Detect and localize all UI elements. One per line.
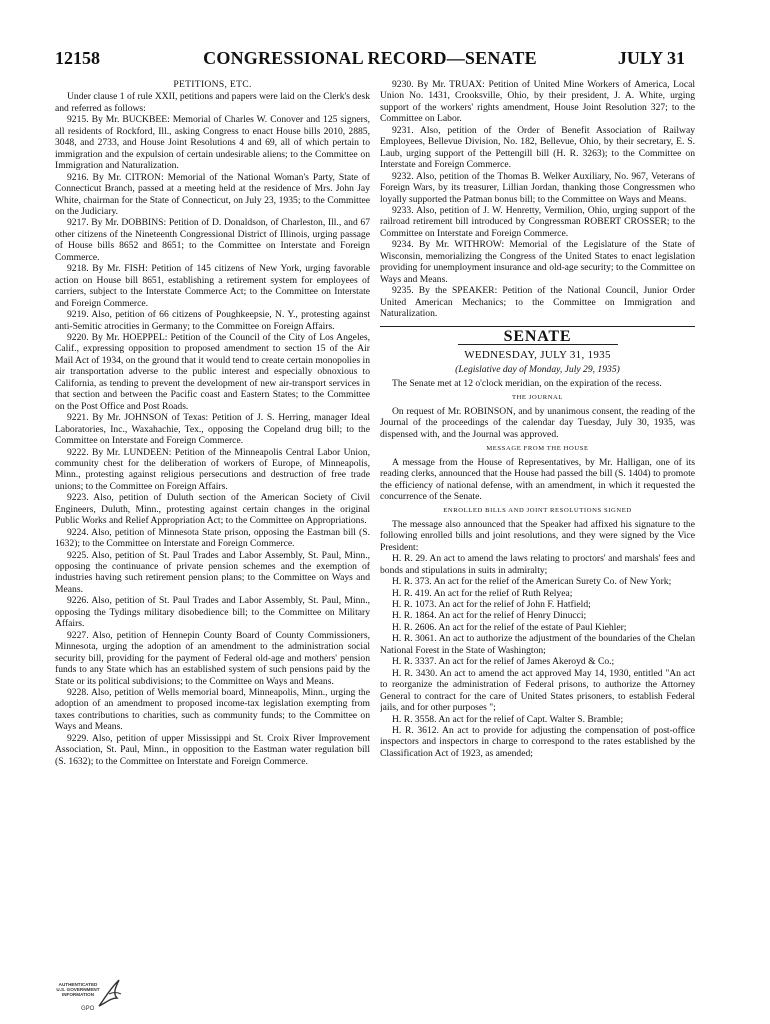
petition-paragraph: 9224. Also, petition of Minnesota State prison, opposing the Eastman bill (S. 1632); to the Committee on Interstate and Foreign Commerce. xyxy=(55,526,370,550)
logo-text: AUTHENTICATED U.S. GOVERNMENT INFORMATION xyxy=(56,982,100,998)
page-title: CONGRESSIONAL RECORD—SENATE xyxy=(203,48,537,68)
bill-entry: H. R. 1073. An act for the relief of John F. Hatfield; xyxy=(392,599,591,611)
bill-entry: H. R. 29. An act to amend the laws relating to proctors' and marshals' fees and bonds and stipulations in suits in admiralty; xyxy=(380,553,695,576)
bill-entry: H. R. 3061. An act to authorize the adjustment of the boundaries of the Chelan National Forest in the State of Washington; xyxy=(380,633,695,656)
enrolled-bills-list xyxy=(380,553,695,759)
running-head xyxy=(55,48,685,70)
petition-paragraph: 9222. By Mr. LUNDEEN: Petition of the Minneapolis Central Labor Union, community chest for the deliberation of workers of Europe, of Minneapolis, Minn., protesting against religious persecutions and destruction of free trade unions; to the Committee on Foreign Affairs. xyxy=(55,446,370,492)
page-date: JULY 31 xyxy=(617,48,685,68)
eagle-icon xyxy=(95,976,123,1010)
petition-paragraph: Under clause 1 of rule XXII, petitions and papers were laid on the Clerk's desk and referred as follows: xyxy=(55,91,370,114)
petitions-heading: PETITIONS, ETC. xyxy=(173,79,252,90)
petition-paragraph: 9216. By Mr. CITRON: Memorial of the National Woman's Party, State of Connecticut Branch, passed at a meeting held at the residence of Mrs. John Jay White, chairman for the State of Connecticut, on July 23, 1935; to the Committee on the Judiciary. xyxy=(55,171,370,217)
bill-entry: H. R. 373. An act for the relief of the American Surety Co. of New York; xyxy=(392,576,672,588)
house-message-paragraph: A message from the House of Representatives, by Mr. Halligan, one of its reading clerks, announced that the House had passed the bill (S. 1404) to promote the efficiency of national defense, with an amendment, in which it requested the concurrence of the Senate. xyxy=(380,456,695,502)
petition-paragraph: 9220. By Mr. HOEPPEL: Petition of the Council of the City of Los Angeles, Calif., expressing opposition to proposed amendment to section 15 of the Air Mail Act of 1934, on the ground that it would tend to create certain monopolies in air transportation adverse to the public interest and especially obnoxious to California, as tending to prevent the development of new air-transport services in that section and between the Pacific coast and Eastern States; to the Committee on the Post Office and Post Roads. xyxy=(55,331,370,412)
petition-paragraph: 9235. By the SPEAKER: Petition of the National Council, Junior Order United American Mechanics; to the Committee on Immigration and Naturalization. xyxy=(380,285,695,320)
gpo-authentication-logo xyxy=(55,976,125,1016)
petition-paragraph: 9228. Also, petition of Wells memorial board, Minneapolis, Minn., urging the adoption of an amendment to proposed income-tax legislation exempting from taxes contributions to charities, such as community funds; to the Committee on Ways and Means. xyxy=(55,687,370,733)
bill-entry: H. R. 3337. An act for the relief of James Akeroyd & Co.; xyxy=(392,656,615,668)
opening-paragraph: The Senate met at 12 o'clock meridian, on the expiration of the recess. xyxy=(392,377,662,389)
gpo-label: GPO xyxy=(81,1006,95,1012)
petition-paragraph: 9233. Also, petition of J. W. Henretty, Vermilion, Ohio, urging support of the railroad retirement bill introduced by Congressman ROBERT CROSSER; to the Committee on Interstate and Foreign Commerce. xyxy=(380,204,695,239)
journal-paragraph: On request of Mr. ROBINSON, and by unanimous consent, the reading of the Journal of the proceedings of the calendar day Tuesday, July 30, 1935, was dispensed with, and the Journal was approved. xyxy=(380,405,695,440)
petition-paragraph: 9232. Also, petition of the Thomas B. Welker Auxiliary, No. 967, Veterans of Foreign Wars, by its treasurer, Lillian Jordan, thanking those Congressmen who loyally supported the Patman bonus bill; to the Committee on Ways and Means. xyxy=(380,170,695,205)
section-divider xyxy=(380,326,695,327)
petition-paragraph: 9219. Also, petition of 66 citizens of Poughkeepsie, N. Y., protesting against anti-Semitic atrocities in Germany; to the Committee on Foreign Affairs. xyxy=(55,309,370,332)
petition-paragraph: 9223. Also, petition of Duluth section of the American Society of Civil Engineers, Duluth, Minn., protesting against certain changes in the original Public Works and Relief Appropriation Act; to the Committee on Appropriations. xyxy=(55,492,370,527)
bill-entry: H. R. 3430. An act to amend the act approved May 14, 1930, entitled "An act to reorganize the administration of Federal prisons, to authorize the Attorney General to contract for the care of United States prisoners, to establish Federal jails, and for other purposes "; xyxy=(380,667,695,714)
house-message-heading: MESSAGE FROM THE HOUSE xyxy=(486,445,589,453)
petition-paragraph: 9231. Also, petition of the Order of Benefit Association of Railway Employees, Bellevue Division, No. 182, Bellevue, Ohio, by their secretary, E. S. Laub, urging support of the Pettengill bill (H. R. 3263); to the Committee on Interstate and Foreign Commerce. xyxy=(380,124,695,171)
petition-paragraph: 9230. By Mr. TRUAX: Petition of United Mine Workers of America, Local Union No. 1431, Crooksville, Ohio, by their president, J. A. White, urging support of the workers' rights amendment, House Joint Resolution 327; to the Committee on Labor. xyxy=(380,79,695,125)
petition-paragraph: 9226. Also, petition of St. Paul Trades and Labor Assembly, St. Paul, Minn., opposing the Tydings military disobedience bill; to the Committee on Military Affairs. xyxy=(55,595,370,630)
bill-entry: H. R. 3558. An act for the relief of Capt. Walter S. Bramble; xyxy=(392,713,624,725)
petition-paragraph: 9227. Also, petition of Hennepin County Board of County Commissioners, Minnesota, urging the adoption of an amendment to the administration social security bill, providing for the payment of Federal old-age and mothers' pension funds to any State which has an established system of such pensions paid by the State or its political subdivisions; to the Committee on Ways and Means. xyxy=(55,629,370,687)
petition-paragraph: 9229. Also, petition of upper Mississippi and St. Croix River Improvement Association, St. Paul, Minn., in opposition to the Eastman water regulation bill (S. 1632); to the Committee on Interstate and Foreign Commerce. xyxy=(55,732,370,767)
page-number: 12158 xyxy=(55,48,100,68)
bill-entry: H. R. 3612. An act to provide for adjusting the compensation of post-office inspectors and inspectors in charge to correspond to the rates established by the Classification Act of 1923, as amended; xyxy=(380,725,695,759)
petition-paragraph: 9215. By Mr. BUCKBEE: Memorial of Charles W. Conover and 125 signers, all residents of Rockford, Ill., asking Congress to enact House bills 2010, 2885, 3048, and 2733, and House Joint Resolutions 4 and 69, all of which pertain to immigration and the expulsion of certain undesirable aliens; to the Committee on Immigration and Naturalization. xyxy=(55,114,370,172)
petitions-list xyxy=(55,91,370,767)
petition-paragraph: 9225. Also, petition of St. Paul Trades and Labor Assembly, St. Paul, Minn., opposing the continuance of private pension schemes and the exemption of industries having such retirement pension plans; to the Committee on Ways and Means. xyxy=(55,549,370,595)
senate-date: WEDNESDAY, JULY 31, 1935 xyxy=(464,348,611,361)
petition-paragraph: 9221. By Mr. JOHNSON of Texas: Petition of J. S. Herring, manager Ideal Laboratories, Inc., Waxahachie, Tex., opposing the Copeland drug bill; to the Committee on Interstate and Foreign Commerce. xyxy=(55,412,370,447)
petitions-list-continued xyxy=(380,79,695,320)
enrolled-intro-paragraph: The message also announced that the Speaker had affixed his signature to the following enrolled bills and joint resolutions, and they were signed by the Vice President: xyxy=(380,518,695,553)
legislative-day: (Legislative day of Monday, July 29, 1935) xyxy=(455,364,620,376)
bill-entry: H. R. 2606. An act for the relief of the estate of Paul Kiehler; xyxy=(392,621,627,633)
enrolled-bills-heading: ENROLLED BILLS AND JOINT RESOLUTIONS SIGNED xyxy=(443,507,632,515)
right-column xyxy=(380,79,695,959)
petition-paragraph: 9217. By Mr. DOBBINS: Petition of D. Donaldson, of Charleston, Ill., and 67 other citizens of the Nineteenth Congressional District of Illinois, urging passage of House bills 8652 and 8651; to the Committee on Interstate and Foreign Commerce. xyxy=(55,217,370,263)
senate-heading: SENATE xyxy=(503,327,572,345)
bill-entry: H. R. 419. An act for the relief of Ruth Relyea; xyxy=(392,587,573,599)
petition-paragraph: 9218. By Mr. FISH: Petition of 145 citizens of New York, urging favorable action on House bill 8651, establishing a retirement system for employees of carriers, subject to the Interstate Commerce Act; to the Committee on Interstate and Foreign Commerce. xyxy=(55,263,370,309)
journal-heading: THE JOURNAL xyxy=(511,394,564,402)
left-column xyxy=(55,79,370,959)
bill-entry: H. R. 1864. An act for the relief of Henry Dinucci; xyxy=(392,610,587,622)
petition-paragraph: 9234. By Mr. WITHROW: Memorial of the Legislature of the State of Wisconsin, memorializing the Congress of the United States to enact legislation providing for unemployment insurance and old-age security; to the Committee on Ways and Means. xyxy=(380,239,695,285)
